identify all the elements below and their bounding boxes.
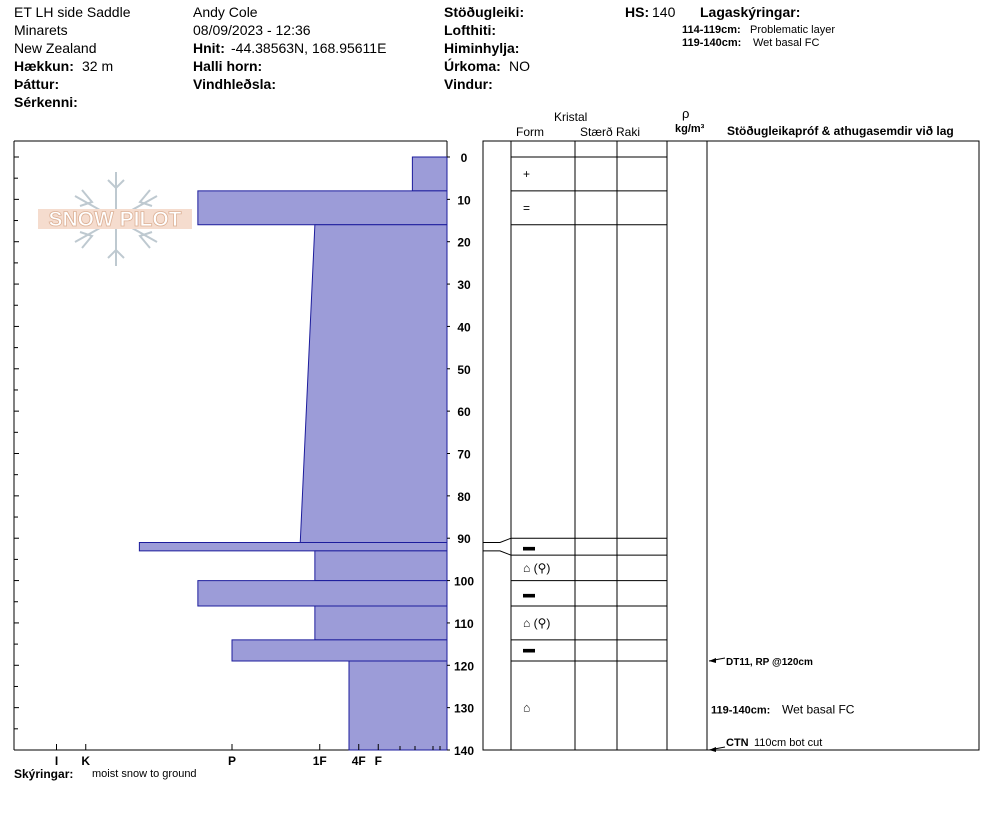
hs-label: HS: <box>625 4 650 20</box>
y-tick-label: 140 <box>453 744 475 758</box>
stability-label: Stöðugleiki: <box>444 4 525 20</box>
area-name: Minarets <box>14 22 68 38</box>
layer-note-range: 114-119cm: <box>682 24 741 36</box>
layer-note-range: 119-140cm: <box>682 37 742 49</box>
hardness-bar <box>315 606 447 640</box>
y-tick-label: 40 <box>457 320 471 335</box>
layer-note-text: Problematic layer <box>750 24 835 36</box>
y-tick-label: 80 <box>457 489 471 504</box>
aspect-label: Þáttur: <box>14 76 60 92</box>
coords-value: -44.38563N, 168.95611E <box>231 40 387 56</box>
layer-connector <box>483 538 511 542</box>
form-header: Form <box>516 125 544 139</box>
y-tick-label: 30 <box>457 278 471 293</box>
country-name: New Zealand <box>14 40 97 56</box>
y-tick-label: 70 <box>457 447 471 462</box>
test-code: CTN <box>726 737 749 749</box>
hardness-bar <box>349 661 447 750</box>
precip-value: NO <box>509 58 530 74</box>
x-tick-label: I <box>54 754 59 768</box>
x-tick-label: F <box>374 754 382 768</box>
x-tick-label: 4F <box>351 754 366 768</box>
test-text: 110cm bot cut <box>754 737 823 749</box>
hardness-bar <box>198 581 447 606</box>
x-tick-label: P <box>227 754 237 768</box>
grain-form-symbol: ⌂ (⚲) <box>523 560 551 575</box>
density-symbol: ρ <box>682 106 690 121</box>
hardness-bar <box>232 640 447 661</box>
y-tick-label: 60 <box>457 405 471 420</box>
y-tick-label: 0 <box>460 151 468 165</box>
tests-header: Stöðugleikapróf & athugasemdir við lag <box>727 124 954 138</box>
comment-text: Wet basal FC <box>782 702 855 717</box>
elevation-value: 32 m <box>82 58 114 74</box>
y-tick-label: 100 <box>453 574 475 589</box>
notes-label: Skýringar: <box>14 767 74 781</box>
legend-title: Lagaskýringar: <box>700 4 801 20</box>
comment-range: 119-140cm: <box>711 704 771 717</box>
y-tick-label: 110 <box>454 616 474 631</box>
layer-connector <box>483 551 511 555</box>
moisture-header: Raki <box>616 125 641 139</box>
hardness-bar <box>198 191 447 225</box>
y-tick-label: 130 <box>453 701 475 716</box>
specifics-label: Sérkenni: <box>14 94 78 110</box>
hardness-bar <box>300 225 447 543</box>
precip-label: Úrkoma: <box>444 58 501 74</box>
grain-form-symbol: ▬ <box>523 641 535 656</box>
x-tick-label: K <box>81 754 91 768</box>
density-unit: kg/m³ <box>675 123 705 135</box>
grain-form-symbol: ▬ <box>523 586 535 601</box>
slope-label: Halli horn: <box>193 58 263 74</box>
hardness-bar <box>139 542 447 550</box>
snowpilot-logo <box>38 172 192 266</box>
layer-table <box>483 141 979 752</box>
wind-label: Vindur: <box>444 76 493 92</box>
hardness-bar <box>412 157 447 191</box>
y-tick-label: 120 <box>453 659 475 674</box>
size-header: Stærð <box>580 125 613 139</box>
location-name: ET LH side Saddle <box>14 4 131 20</box>
grain-form-symbol: ⌂ (⚲) <box>523 615 551 630</box>
grain-form-symbol: ▬ <box>523 539 535 554</box>
logo-text: SNOW PILOT <box>48 208 182 231</box>
test-label: DT11, RP @120cm <box>726 657 813 669</box>
observer-name: Andy Cole <box>193 4 258 20</box>
sky-label: Himinhylja: <box>444 40 520 56</box>
grain-form-symbol: = <box>523 200 531 215</box>
y-tick-label: 20 <box>457 235 471 250</box>
y-tick-label: 90 <box>457 532 471 547</box>
crystal-header: Kristal <box>554 110 588 124</box>
hardness-bar <box>315 551 447 581</box>
air-temp-label: Lofthiti: <box>444 22 497 38</box>
notes-value: moist snow to ground <box>92 768 197 780</box>
wind-loading-label: Vindhleðsla: <box>193 76 276 92</box>
elevation-label: Hækkun: <box>14 58 74 74</box>
layer-note-text: Wet basal FC <box>753 37 820 49</box>
grain-form-symbol: ⌂ <box>523 700 531 715</box>
y-tick-label: 50 <box>457 362 471 377</box>
coords-label: Hnit: <box>193 40 225 56</box>
grain-form-symbol: + <box>523 166 531 181</box>
y-tick-label: 10 <box>457 193 471 208</box>
hs-value: 140 <box>652 4 676 20</box>
hardness-chart <box>14 141 474 768</box>
x-tick-label: 1F <box>312 754 327 768</box>
observation-datetime: 08/09/2023 - 12:36 <box>193 22 311 38</box>
